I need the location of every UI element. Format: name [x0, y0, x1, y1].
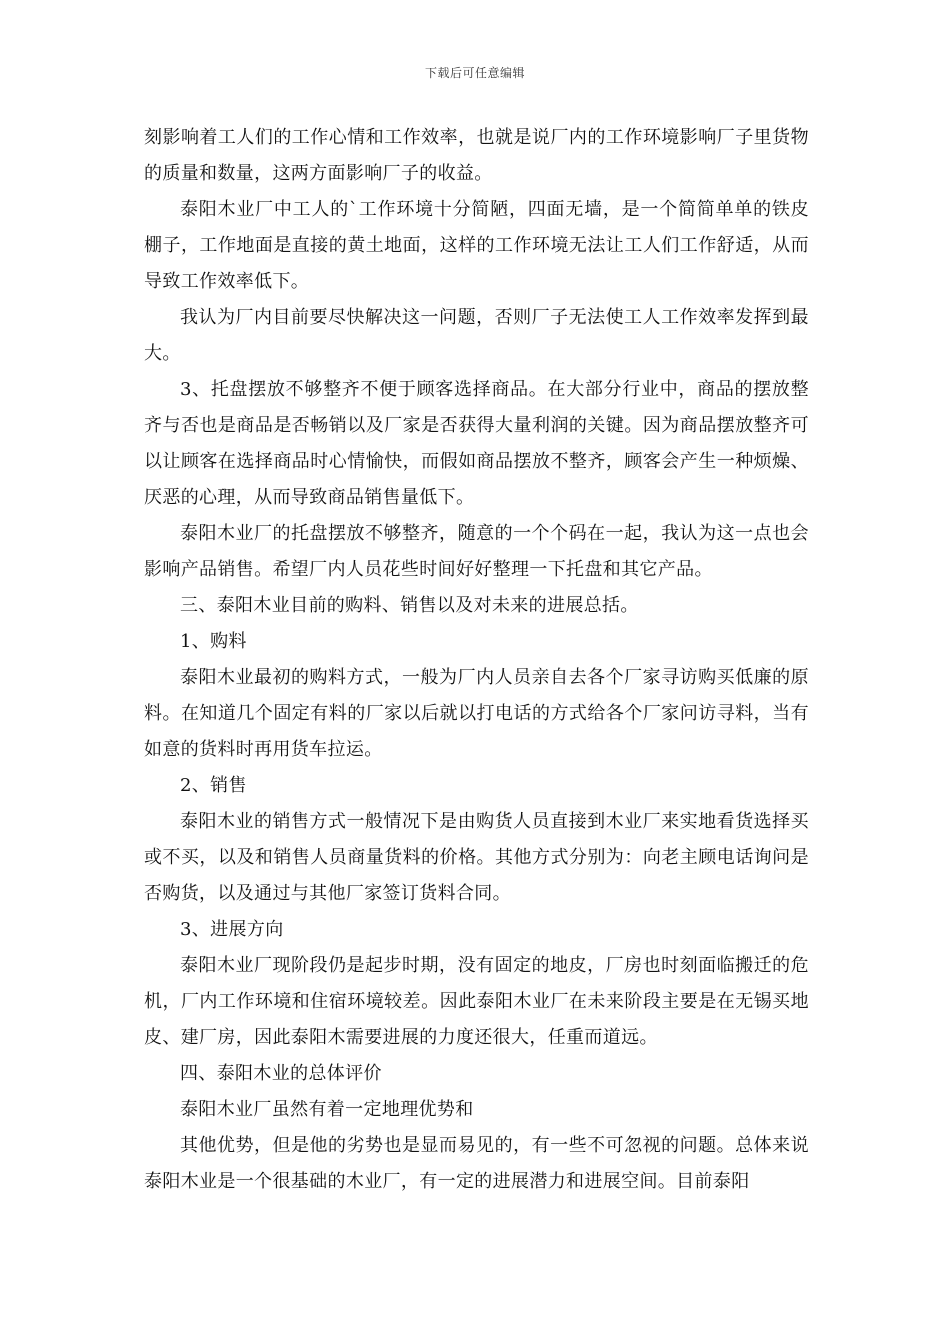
document-body: [144, 120, 809, 1200]
paragraph: 其他优势，但是他的劣势也是显而易见的，有一些不可忽视的问题。总体来说泰阳木业是一个很基础的木业厂，有一定的进展潜力和进展空间。目前泰阳: [144, 1135, 809, 1192]
paragraph: 泰阳木业厂的托盘摆放不够整齐，随意的一个个码在一起，我认为这一点也会影响产品销售。希望厂内人员花些时间好好整理一下托盘和其它产品。: [144, 523, 809, 580]
paragraph: 刻影响着工人们的工作心情和工作效率，也就是说厂内的工作环境影响厂子里货物的质量和数量，这两方面影响厂子的收益。: [144, 127, 809, 184]
subsection-heading: 2、销售: [180, 775, 247, 796]
paragraph: 泰阳木业厂虽然有着一定地理优势和: [180, 1099, 474, 1120]
paragraph: 泰阳木业最初的购料方式，一般为厂内人员亲自去各个厂家寻访购买低廉的原料。在知道几个固定有料的厂家以后就以打电话的方式给各个厂家问访寻料，当有如意的货料时再用货车拉运。: [144, 667, 809, 760]
paragraph: 我认为厂内目前要尽快解决这一问题，否则厂子无法使工人工作效率发挥到最大。: [144, 307, 809, 364]
section-heading: 四、泰阳木业的总体评价: [180, 1063, 382, 1084]
subsection-heading: 1、购料: [180, 631, 247, 652]
section-heading: 三、泰阳木业目前的购料、销售以及对未来的进展总括。: [180, 595, 639, 616]
paragraph: 泰阳木业厂中工人的`工作环境十分简陋，四面无墙，是一个简简单单的铁皮棚子，工作地面是直接的黄土地面，这样的工作环境无法让工人们工作舒适，从而导致工作效率低下。: [144, 199, 809, 292]
subsection-heading: 3、进展方向: [180, 919, 284, 940]
paragraph: 泰阳木业厂现阶段仍是起步时期，没有固定的地皮，厂房也时刻面临搬迁的危机，厂内工作环境和住宿环境较差。因此泰阳木业厂在未来阶段主要是在无锡买地皮、建厂房，因此泰阳木需要进展的力度还很大，任重而道远。: [144, 955, 809, 1048]
paragraph: 3、托盘摆放不够整齐不便于顾客选择商品。在大部分行业中，商品的摆放整齐与否也是商品是否畅销以及厂家是否获得大量利润的关键。因为商品摆放整齐可以让顾客在选择商品时心情愉快，而假如商品摆放不整齐，顾客会产生一种烦燥、厌恶的心理，从而导致商品销售量低下。: [144, 379, 809, 508]
page-header: 下载后可任意编辑: [424, 66, 525, 80]
paragraph: 泰阳木业的销售方式一般情况下是由购货人员直接到木业厂来实地看货选择买或不买，以及和销售人员商量货料的价格。其他方式分别为：向老主顾电话询问是否购货，以及通过与其他厂家签订货料合同。: [144, 811, 809, 904]
